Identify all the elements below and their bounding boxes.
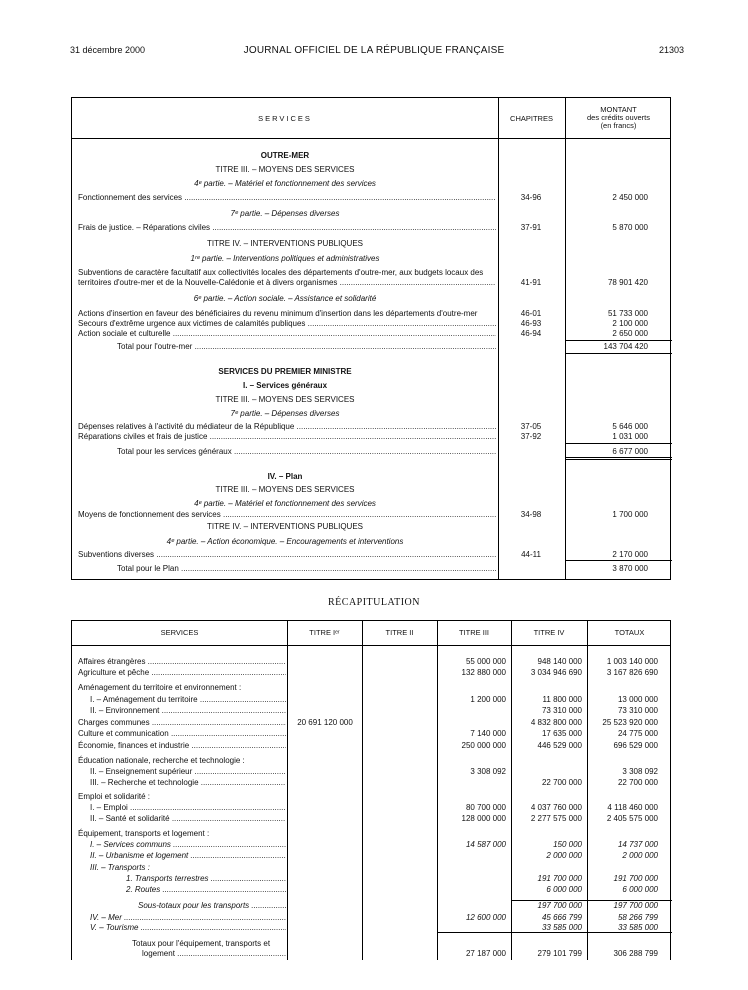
titre-heading: TITRE III. – MOYENS DES SERVICES — [215, 485, 355, 494]
recap-row: III. – Recherche et technologie ..... 22 700 000 22 700 000 — [72, 777, 672, 788]
titre-heading: TITRE IV. – INTERVENTIONS PUBLIQUES — [206, 239, 364, 248]
recap-row: Économie, finances et industrie ..... 250 000 000 446 529 000 696 529 000 — [72, 740, 672, 751]
final-total-row: logement ..... 27 187 000 279 101 799 306 288 799 — [72, 948, 672, 959]
partie-heading: 6ᵉ partie. – Action sociale. – Assistance et solidarité — [193, 294, 377, 303]
table-row: Action sociale et culturelle ..... 46-94 2 650 000 — [72, 328, 672, 339]
table-row: Fonctionnement des services ..... 34-96 2 450 000 — [72, 192, 672, 203]
recap-row: Affaires étrangères ..... 55 000 000 948 140 000 1 003 140 000 — [72, 656, 672, 667]
recap-row: Équipement, transports et logement : — [78, 829, 210, 838]
recap-row: Éducation nationale, recherche et technologie : — [78, 756, 245, 765]
credits-table — [71, 97, 671, 580]
page-number: 21303 — [658, 45, 684, 55]
table-row: Secours d'extrême urgence aux victimes de calamités publiques ..... 46-93 2 100 000 — [72, 318, 672, 329]
recap-row: V. – Tourisme ..... 33 585 000 33 585 000 — [72, 922, 672, 933]
partie-heading: 7ᵉ partie. – Dépenses diverses — [230, 409, 340, 418]
recap-row: Culture et communication ..... 7 140 000 17 635 000 24 775 000 — [72, 728, 672, 739]
recap-header-titre1: TITRE Iᵉʳ — [309, 628, 340, 637]
subsection-title: IV. – Plan — [267, 472, 303, 481]
section-title: SERVICES DU PREMIER MINISTRE — [218, 367, 352, 376]
page-date: 31 décembre 2000 — [70, 45, 146, 55]
table-row: Actions d'insertion en faveur des bénéficiaires du revenu minimum d'insertion dans les départements d'outre-mer 46-01 51 733 000 — [78, 309, 648, 318]
recap-row: I. – Emploi ..... 80 700 000 4 037 760 000 4 118 460 000 — [72, 802, 672, 813]
titre-heading: TITRE III. – MOYENS DES SERVICES — [215, 165, 355, 174]
recap-table — [71, 620, 671, 960]
recap-row: 2. Routes ..... 6 000 000 6 000 000 — [72, 884, 672, 895]
recap-row: Agriculture et pêche ..... 132 880 000 3 034 946 690 3 167 826 690 — [72, 667, 672, 678]
partie-heading: 1ʳᵉ partie. – Interventions politiques et administratives — [190, 254, 380, 263]
recap-row: I. – Aménagement du territoire ..... 1 200 000 11 800 000 13 000 000 — [72, 694, 672, 705]
column-header-montant-unit: (en francs) — [600, 121, 637, 130]
titre-heading: TITRE III. – MOYENS DES SERVICES — [215, 395, 355, 404]
recap-row: 1. Transports terrestres ..... 191 700 000 191 700 000 — [72, 873, 672, 884]
column-header-services: SERVICES — [258, 114, 312, 123]
recap-row: Sous-totaux pour les transports ..... 197 700 000 197 700 000 — [72, 900, 672, 911]
partie-heading: 4ᵉ partie. – Action économique. – Encouragements et interventions — [166, 537, 404, 546]
table-row: Dépenses relatives à l'activité du médiateur de la République ..... 37-05 5 646 000 — [72, 421, 672, 432]
recap-row: I. – Services communs ..... 14 587 000 150 000 14 737 000 — [72, 839, 672, 850]
final-total-row: Totaux pour l'équipement, transports et — [132, 939, 271, 948]
recap-title: RÉCAPITULATION — [328, 597, 420, 608]
subsection-title: I. – Services généraux — [242, 381, 328, 390]
table-row: territoires d'outre-mer et de la Nouvelle-Calédonie et à divers organismes ..... 41-91 78 901 420 — [72, 277, 672, 288]
total-row: Total pour l'outre-mer ..... 143 704 420 — [72, 341, 672, 352]
recap-row: II. – Santé et solidarité ..... 128 000 000 2 277 575 000 2 405 575 000 — [72, 813, 672, 824]
partie-heading: 7ᵉ partie. – Dépenses diverses — [230, 209, 340, 218]
column-header-montant: MONTANT — [600, 105, 637, 114]
recap-row: Charges communes ..... 20 691 120 000 4 832 800 000 25 523 920 000 — [72, 717, 672, 728]
total-row: Total pour le Plan ..... 3 870 000 — [72, 563, 672, 574]
partie-heading: 4ᵉ partie. – Matériel et fonctionnement des services — [194, 179, 376, 188]
table-row: Frais de justice. – Réparations civiles ..... 37-91 5 870 000 — [72, 222, 672, 233]
recap-row: III. – Transports : — [90, 863, 150, 872]
recap-row: II. – Environnement ..... 73 310 000 73 310 000 — [72, 705, 672, 716]
recap-row: II. – Urbanisme et logement ..... 2 000 000 2 000 000 — [72, 850, 672, 861]
recap-header-titre4: TITRE IV — [533, 628, 565, 637]
total-row: Total pour les services généraux ..... 6 677 000 — [72, 446, 672, 457]
titre-heading: TITRE IV. – INTERVENTIONS PUBLIQUES — [206, 522, 364, 531]
journal-title: JOURNAL OFFICIEL DE LA RÉPUBLIQUE FRANÇAISE — [243, 45, 505, 56]
recap-header-titre2: TITRE II — [385, 628, 414, 637]
column-header-montant-sub: des crédits ouverts — [587, 113, 650, 122]
recap-header-services: SERVICES — [160, 628, 199, 637]
table-row: Réparations civiles et frais de justice ..... 37-92 1 031 000 — [72, 431, 672, 442]
partie-heading: 4ᵉ partie. – Matériel et fonctionnement des services — [194, 499, 376, 508]
table-row: Subventions de caractère facultatif aux collectivités locales des départements d'outre-mer, aux budgets locaux des — [78, 268, 484, 277]
section-title: OUTRE-MER — [260, 151, 310, 160]
recap-header-totaux: TOTAUX — [614, 628, 645, 637]
column-header-chapitres: CHAPITRES — [510, 114, 553, 123]
recap-row: II. – Enseignement supérieur ..... 3 308 092 3 308 092 — [72, 766, 672, 777]
recap-row: IV. – Mer ..... 12 600 000 45 666 799 58 266 799 — [72, 912, 672, 923]
recap-row: Emploi et solidarité : — [78, 792, 151, 801]
recap-header-titre3: TITRE III — [459, 628, 489, 637]
table-row: Moyens de fonctionnement des services ..... 34-98 1 700 000 — [72, 509, 672, 520]
recap-row: Aménagement du territoire et environnement : — [78, 683, 242, 692]
table-row: Subventions diverses ..... 44-11 2 170 000 — [72, 549, 672, 560]
